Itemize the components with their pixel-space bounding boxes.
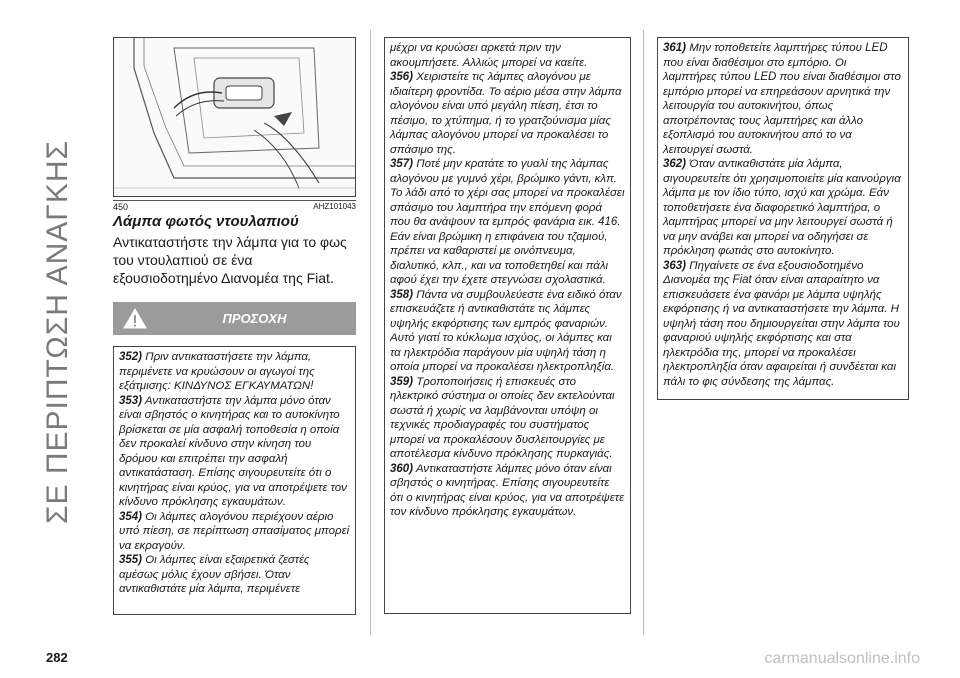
figure-code: AHZ101043 xyxy=(313,202,356,211)
page-number: 282 xyxy=(46,650,68,665)
warning-box-right xyxy=(657,37,909,400)
lamp-removal-drawing xyxy=(114,38,356,197)
column-divider xyxy=(370,30,371,635)
section-body: Αντικαταστήστε την λάμπα για το φως του ντουλαπιού σε ένα εξουσιοδοτημένο Διανομέα της Fiat. xyxy=(113,234,347,286)
warning-box xyxy=(113,346,356,615)
watermark: carmanualsonline.info xyxy=(764,650,920,667)
section-title: Λάμπα φωτός ντουλαπιού xyxy=(113,213,299,230)
warning-note: 354) Οι λάμπες αλογόνου περιέχουν αέριο υπό πίεση, σε περίπτωση σπασίματος μπορεί να εκραγούν. xyxy=(119,510,350,552)
figure-caption xyxy=(113,200,356,212)
warning-note: 362) Όταν αντικαθιστάτε μία λάμπα, σιγουρευτείτε ότι χρησιμοποιείτε μία καινούργια λάμπα με τον ίδιο τύπο, ισχύ και χρώμα. Εάν τοποθετήσετε ένα διαφορετικό λαμπτήρα, ο λαμπτήρας μπορεί να μην λειτουργεί σωστά ή να μην ανάβει και μπορεί να οδηγήσει σε πρόκληση φωτιάς στο αυτοκίνητο. xyxy=(663,158,901,257)
figure-number: 450 xyxy=(113,202,129,212)
continued-text: μέχρι να κρυώσει αρκετά πριν την ακουμπήσετε. Αλλιώς μπορεί να καείτε. xyxy=(390,42,588,69)
warning-note: 356) Χειριστείτε τις λάμπες αλογόνου με ιδιαίτερη φροντίδα. Το αέριο μέσα στην λάμπα αλογόνου είναι υπό μεγάλη πίεση, έτσι το πέσιμο, το χτύπημα, ή το γρατζούνισμα μίας λάμπας αλογόνου μπορεί να προκαλέσει το σπάσιμο της. xyxy=(390,71,622,156)
warning-header xyxy=(113,302,356,335)
warning-note: 363) Πηγαίνετε σε ένα εξουσιοδοτημένο Διανομέα της Fiat όταν είναι απαραίτητο να επισκευάσετε ένα φανάρι με λάμπα υψηλής εκφόρτισης ή να αντικαταστήσετε την λάμπα. Η υψηλή τάση που δημιουργείται στην λάμπα του φαναριού υψηλής εκφόρτισης και στα ηλεκτρόδια της, μπορεί να προκαλέσει ηλεκτροπληξία όταν αφαιρείται ή συνδέεται και πάλι το φις σύνδεσης της λάμπας. xyxy=(663,259,900,388)
warning-note: 352) Πριν αντικαταστήσετε την λάμπα, περιμένετε να κρυώσουν οι αγωγοί της εξάτμισης: ΚΙΝΔΥΝΟΣ ΕΓΚΑΥΜΑΤΩΝ! xyxy=(119,351,315,392)
column-divider xyxy=(643,30,644,635)
warning-note: 359) Τροποποιήσεις ή επισκευές στο ηλεκτρικό σύστημα οι οποίες δεν εκτελούνται σωστά ή χωρίς να λαμβάνονται υπόψη οι τεχνικές προδιαγραφές του συστήματος μπορεί να προκαλέσουν δυσλειτουργίες με αποτέλεσμα κίνδυνο πρόκλησης πυρκαγιάς. xyxy=(390,375,615,460)
warning-note: 358) Πάντα να συμβουλεύεστε ένα ειδικό όταν επισκευάζετε ή αντικαθιστάτε τις λάμπες υψηλής εκφόρτισης των εμπρός φαναριών. Αυτό γιατί το κύκλωμα ισχύος, οι λάμπες και τα ηλεκτρόδια παράγουν μία υψηλή τάση η οποία μπορεί να προκαλέσει ηλεκτροπληξία. xyxy=(390,288,622,373)
warning-title: ΠΡΟΣΟΧΗ xyxy=(222,311,287,326)
warning-note: 361) Μην τοποθετείτε λαμπτήρες τύπου LED που είναι διαθέσιμοι στο εμπόριο. Οι λαμπτήρες τύπου LED που είναι διαθέσιμοι στο εμπόριο μπορεί να επηρεάσουν αρνητικά την λειτουργία του αυτοκινήτου, όπως αποτρέποντας τους λαμπτήρες και άλλο εξοπλισμό του αυτοκινήτου από το να λειτουργεί σωστά. xyxy=(663,42,901,156)
warning-box-continued xyxy=(384,37,631,614)
warning-triangle-icon xyxy=(123,308,147,329)
sidebar-chapter-title xyxy=(30,22,86,642)
warning-note: 355) Οι λάμπες είναι εξαιρετικά ζεστές αμέσως μόλις έχουν σβήσει. Όταν αντικαθιστάτε μία λάμπα, περιμένετε xyxy=(119,554,310,595)
glovebox-lamp-illustration xyxy=(113,37,356,197)
warning-note: 357) Ποτέ μην κρατάτε το γυαλί της λάμπας αλογόνου με γυμνό χέρι, βρώμικο γάντι, κλπ. Το λάδι από το χέρι σας μπορεί να προκαλέσει σπάσιμο του λαμπτήρα την επόμενη φορά που θα ανάψουν τα εμπρός φανάρια εικ. 416. Εάν είναι βρώμικη η επιφάνεια του τζαμιού, πρέπει να καθαριστεί με οινόπνευμα, διαλυτικό, κλπ., και να τοποθετηθεί και πάλι αφού έχει την έχετε στεγνώσει σχολαστικά. xyxy=(390,158,625,286)
sidebar-chapter-title-text: ΣΕ ΠΕΡΙΠΤΩΣΗ ΑΝΑΓΚΗΣ xyxy=(41,139,74,525)
warning-note: 353) Αντικαταστήστε την λάμπα μόνο όταν είναι σβηστός ο κινητήρας και το αυτοκίνητο βρίσκεται σε μία ασφαλή τοποθεσία η οποία δεν προκαλεί κίνδυνο στην κίνηση του δρόμου και επιτρέπει την ασφαλή αντικατάσταση. Επίσης σιγουρευτείτε ότι ο κινητήρας είναι κρύος, για να αποτρέψετε τον κίνδυνο πρόκλησης εγκαυμάτων. xyxy=(119,394,347,508)
warning-note: 360) Αντικαταστήστε λάμπες μόνο όταν είναι σβηστός ο κινητήρας. Επίσης σιγουρευτείτε ότι ο κινητήρας είναι κρύος, για να αποτρέψετε τον κίνδυνο πρόκλησης εγκαυμάτων. xyxy=(390,462,625,518)
